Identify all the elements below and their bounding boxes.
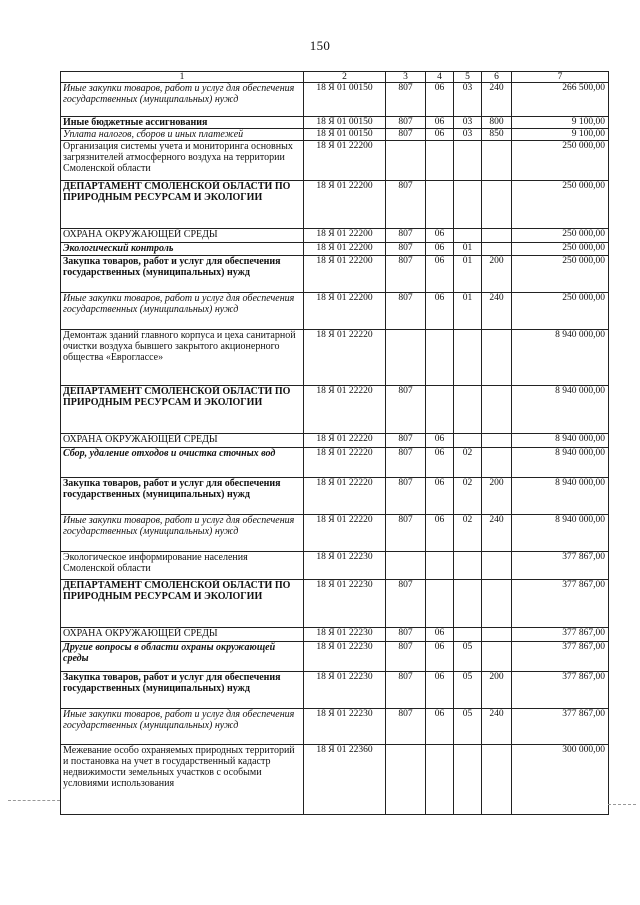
table-row xyxy=(61,129,609,141)
row-expense-type xyxy=(482,552,512,580)
row-amount: 300 000,00 xyxy=(512,745,609,815)
column-header: 3 xyxy=(386,72,426,83)
row-admin-code: 807 xyxy=(386,117,426,129)
column-header: 2 xyxy=(304,72,386,83)
row-section-code: 06 xyxy=(426,83,454,117)
row-target-code: 18 Я 01 22200 xyxy=(304,229,386,243)
row-name: Закупка товаров, работ и услуг для обеспечения государственных (муниципальных) нужд xyxy=(61,672,304,709)
row-subsection-code xyxy=(454,141,482,181)
row-name: Сбор, удаление отходов и очистка сточных вод xyxy=(61,448,304,478)
row-name: Экологический контроль xyxy=(61,243,304,256)
table-row xyxy=(61,709,609,745)
table-row xyxy=(61,256,609,293)
row-section-code: 06 xyxy=(426,117,454,129)
row-subsection-code: 01 xyxy=(454,256,482,293)
row-target-code: 18 Я 01 22230 xyxy=(304,642,386,672)
row-subsection-code: 05 xyxy=(454,709,482,745)
page-number: 150 xyxy=(309,38,331,53)
row-amount: 250 000,00 xyxy=(512,293,609,330)
row-expense-type xyxy=(482,642,512,672)
row-expense-type xyxy=(482,181,512,229)
row-section-code: 06 xyxy=(426,642,454,672)
table-row xyxy=(61,672,609,709)
row-section-code xyxy=(426,386,454,434)
row-name: Демонтаж зданий главного корпуса и цеха санитарной очистки воздуха бывшего закрытого акционерного общества «Евроглассе» xyxy=(61,330,304,386)
row-admin-code xyxy=(386,141,426,181)
row-amount: 377 867,00 xyxy=(512,580,609,628)
row-expense-type xyxy=(482,243,512,256)
row-subsection-code xyxy=(454,386,482,434)
row-target-code: 18 Я 01 22220 xyxy=(304,330,386,386)
row-name: Организация системы учета и мониторинга основных загрязнителей атмосферного воздуха на территории Смоленской области xyxy=(61,141,304,181)
table-header-row xyxy=(61,72,609,83)
row-amount: 8 940 000,00 xyxy=(512,515,609,552)
row-admin-code: 807 xyxy=(386,642,426,672)
row-admin-code: 807 xyxy=(386,672,426,709)
row-expense-type xyxy=(482,580,512,628)
row-expense-type: 850 xyxy=(482,129,512,141)
row-section-code xyxy=(426,580,454,628)
row-admin-code xyxy=(386,552,426,580)
row-name: Иные закупки товаров, работ и услуг для обеспечения государственных (муниципальных) нужд xyxy=(61,709,304,745)
row-target-code: 18 Я 01 22220 xyxy=(304,386,386,434)
row-section-code: 06 xyxy=(426,672,454,709)
row-name: Экологическое информирование населения Смоленской области xyxy=(61,552,304,580)
row-name: Уплата налогов, сборов и иных платежей xyxy=(61,129,304,141)
row-expense-type: 240 xyxy=(482,515,512,552)
row-section-code: 06 xyxy=(426,448,454,478)
row-target-code: 18 Я 01 22230 xyxy=(304,580,386,628)
row-expense-type xyxy=(482,330,512,386)
row-target-code: 18 Я 01 22220 xyxy=(304,515,386,552)
table-row xyxy=(61,552,609,580)
row-name: ОХРАНА ОКРУЖАЮЩЕЙ СРЕДЫ xyxy=(61,229,304,243)
row-admin-code: 807 xyxy=(386,515,426,552)
row-target-code: 18 Я 01 22200 xyxy=(304,293,386,330)
row-subsection-code xyxy=(454,330,482,386)
row-expense-type xyxy=(482,434,512,448)
row-admin-code: 807 xyxy=(386,628,426,642)
row-subsection-code: 01 xyxy=(454,293,482,330)
row-section-code: 06 xyxy=(426,515,454,552)
row-admin-code: 807 xyxy=(386,448,426,478)
row-target-code: 18 Я 01 00150 xyxy=(304,129,386,141)
row-target-code: 18 Я 01 22230 xyxy=(304,709,386,745)
table-row xyxy=(61,478,609,515)
row-subsection-code: 01 xyxy=(454,243,482,256)
row-section-code xyxy=(426,181,454,229)
row-expense-type xyxy=(482,386,512,434)
table-row xyxy=(61,181,609,229)
row-subsection-code: 02 xyxy=(454,478,482,515)
row-amount: 8 940 000,00 xyxy=(512,434,609,448)
row-section-code xyxy=(426,141,454,181)
row-amount: 8 940 000,00 xyxy=(512,448,609,478)
row-subsection-code xyxy=(454,580,482,628)
row-subsection-code xyxy=(454,552,482,580)
row-expense-type: 200 xyxy=(482,256,512,293)
column-header: 7 xyxy=(512,72,609,83)
row-admin-code: 807 xyxy=(386,478,426,515)
row-subsection-code xyxy=(454,628,482,642)
row-admin-code: 807 xyxy=(386,229,426,243)
table-row xyxy=(61,745,609,815)
row-name: ОХРАНА ОКРУЖАЮЩЕЙ СРЕДЫ xyxy=(61,434,304,448)
row-amount: 8 940 000,00 xyxy=(512,330,609,386)
row-target-code: 18 Я 01 22220 xyxy=(304,434,386,448)
row-subsection-code: 05 xyxy=(454,642,482,672)
row-name: Закупка товаров, работ и услуг для обеспечения государственных (муниципальных) нужд xyxy=(61,478,304,515)
table-row xyxy=(61,83,609,117)
row-name: Иные закупки товаров, работ и услуг для обеспечения государственных (муниципальных) нужд xyxy=(61,293,304,330)
row-subsection-code xyxy=(454,745,482,815)
row-admin-code: 807 xyxy=(386,709,426,745)
column-header: 6 xyxy=(482,72,512,83)
row-expense-type: 200 xyxy=(482,672,512,709)
row-expense-type: 800 xyxy=(482,117,512,129)
column-header: 5 xyxy=(454,72,482,83)
row-admin-code: 807 xyxy=(386,386,426,434)
row-section-code: 06 xyxy=(426,229,454,243)
table-row xyxy=(61,434,609,448)
row-amount: 8 940 000,00 xyxy=(512,386,609,434)
row-subsection-code: 02 xyxy=(454,448,482,478)
row-target-code: 18 Я 01 22220 xyxy=(304,478,386,515)
column-header: 4 xyxy=(426,72,454,83)
row-name: ДЕПАРТАМЕНТ СМОЛЕНСКОЙ ОБЛАСТИ ПО ПРИРОДНЫМ РЕСУРСАМ И ЭКОЛОГИИ xyxy=(61,181,304,229)
row-amount: 377 867,00 xyxy=(512,628,609,642)
row-amount: 8 940 000,00 xyxy=(512,478,609,515)
row-target-code: 18 Я 01 22200 xyxy=(304,243,386,256)
row-expense-type: 240 xyxy=(482,293,512,330)
table-row xyxy=(61,628,609,642)
row-name: Иные бюджетные ассигнования xyxy=(61,117,304,129)
row-subsection-code xyxy=(454,181,482,229)
table-row xyxy=(61,642,609,672)
row-section-code: 06 xyxy=(426,628,454,642)
row-expense-type xyxy=(482,141,512,181)
row-admin-code: 807 xyxy=(386,256,426,293)
table-row xyxy=(61,293,609,330)
row-amount: 250 000,00 xyxy=(512,229,609,243)
row-amount: 250 000,00 xyxy=(512,243,609,256)
row-target-code: 18 Я 01 22230 xyxy=(304,672,386,709)
row-target-code: 18 Я 01 22200 xyxy=(304,181,386,229)
row-amount: 250 000,00 xyxy=(512,141,609,181)
row-admin-code: 807 xyxy=(386,243,426,256)
table-row xyxy=(61,117,609,129)
row-section-code: 06 xyxy=(426,243,454,256)
table-row xyxy=(61,243,609,256)
row-subsection-code: 02 xyxy=(454,515,482,552)
row-section-code: 06 xyxy=(426,129,454,141)
row-target-code: 18 Я 01 22230 xyxy=(304,552,386,580)
row-subsection-code: 03 xyxy=(454,83,482,117)
row-subsection-code xyxy=(454,434,482,448)
row-name: Другие вопросы в области охраны окружающей среды xyxy=(61,642,304,672)
row-target-code: 18 Я 01 22220 xyxy=(304,448,386,478)
row-amount: 377 867,00 xyxy=(512,552,609,580)
row-name: Иные закупки товаров, работ и услуг для обеспечения государственных (муниципальных) нужд xyxy=(61,515,304,552)
row-admin-code: 807 xyxy=(386,181,426,229)
row-amount: 250 000,00 xyxy=(512,181,609,229)
row-target-code: 18 Я 01 22360 xyxy=(304,745,386,815)
row-section-code: 06 xyxy=(426,709,454,745)
row-amount: 9 100,00 xyxy=(512,129,609,141)
row-admin-code: 807 xyxy=(386,580,426,628)
table-row xyxy=(61,386,609,434)
row-expense-type: 240 xyxy=(482,83,512,117)
row-name: ОХРАНА ОКРУЖАЮЩЕЙ СРЕДЫ xyxy=(61,628,304,642)
row-name: Межевание особо охраняемых природных территорий и постановка на учет в государственный кадастр недвижимости земельных участков с особыми условиями использования xyxy=(61,745,304,815)
margin-scribble xyxy=(8,800,60,801)
row-section-code xyxy=(426,552,454,580)
budget-table xyxy=(60,71,609,815)
row-section-code: 06 xyxy=(426,434,454,448)
row-name: ДЕПАРТАМЕНТ СМОЛЕНСКОЙ ОБЛАСТИ ПО ПРИРОДНЫМ РЕСУРСАМ И ЭКОЛОГИИ xyxy=(61,580,304,628)
row-admin-code: 807 xyxy=(386,434,426,448)
row-amount: 377 867,00 xyxy=(512,672,609,709)
table-row xyxy=(61,515,609,552)
row-expense-type xyxy=(482,229,512,243)
row-target-code: 18 Я 01 22200 xyxy=(304,256,386,293)
row-amount: 250 000,00 xyxy=(512,256,609,293)
row-section-code: 06 xyxy=(426,293,454,330)
row-expense-type: 200 xyxy=(482,478,512,515)
table-row xyxy=(61,580,609,628)
row-section-code xyxy=(426,745,454,815)
row-amount: 377 867,00 xyxy=(512,709,609,745)
row-section-code xyxy=(426,330,454,386)
row-target-code: 18 Я 01 00150 xyxy=(304,117,386,129)
row-target-code: 18 Я 01 22230 xyxy=(304,628,386,642)
row-expense-type xyxy=(482,628,512,642)
row-expense-type xyxy=(482,448,512,478)
row-expense-type xyxy=(482,745,512,815)
row-section-code: 06 xyxy=(426,478,454,515)
column-header: 1 xyxy=(61,72,304,83)
row-subsection-code: 03 xyxy=(454,117,482,129)
row-subsection-code: 03 xyxy=(454,129,482,141)
row-expense-type: 240 xyxy=(482,709,512,745)
row-subsection-code xyxy=(454,229,482,243)
row-amount: 377 867,00 xyxy=(512,642,609,672)
row-amount: 266 500,00 xyxy=(512,83,609,117)
row-admin-code xyxy=(386,745,426,815)
row-target-code: 18 Я 01 00150 xyxy=(304,83,386,117)
table-row xyxy=(61,330,609,386)
row-name: Закупка товаров, работ и услуг для обеспечения государственных (муниципальных) нужд xyxy=(61,256,304,293)
row-subsection-code: 05 xyxy=(454,672,482,709)
table-row xyxy=(61,141,609,181)
row-admin-code: 807 xyxy=(386,293,426,330)
row-admin-code: 807 xyxy=(386,129,426,141)
table-row xyxy=(61,448,609,478)
row-section-code: 06 xyxy=(426,256,454,293)
margin-scribble xyxy=(608,804,636,805)
row-name: Иные закупки товаров, работ и услуг для обеспечения государственных (муниципальных) нужд xyxy=(61,83,304,117)
row-amount: 9 100,00 xyxy=(512,117,609,129)
row-target-code: 18 Я 01 22200 xyxy=(304,141,386,181)
row-name: ДЕПАРТАМЕНТ СМОЛЕНСКОЙ ОБЛАСТИ ПО ПРИРОДНЫМ РЕСУРСАМ И ЭКОЛОГИИ xyxy=(61,386,304,434)
table-row xyxy=(61,229,609,243)
row-admin-code xyxy=(386,330,426,386)
row-admin-code: 807 xyxy=(386,83,426,117)
